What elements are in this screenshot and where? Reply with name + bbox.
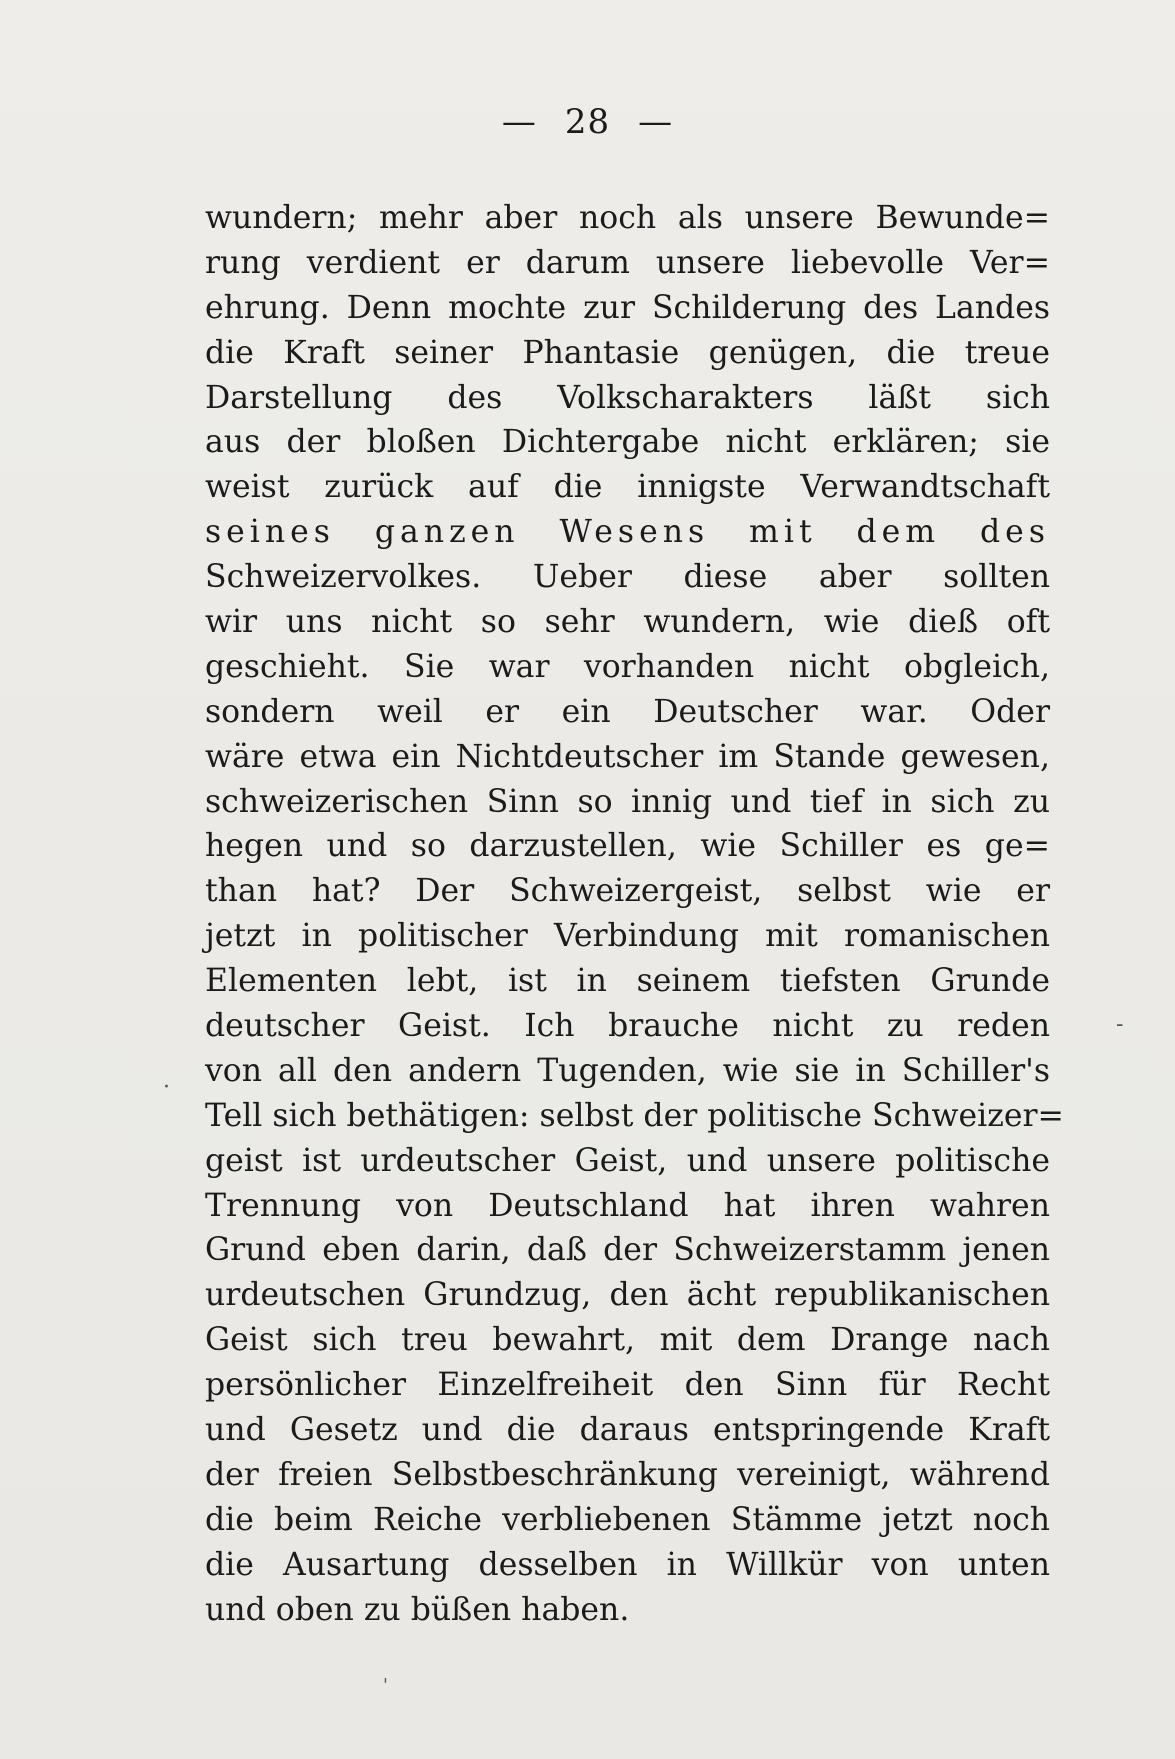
text-line-5: Darstellung des Volkscharakters läßt sich [205, 379, 1050, 416]
text-line-17: jetzt in politischer Verbindung mit romanischen [205, 918, 1050, 955]
text-line-7: weist zurück auf die innigste Verwandtschaft [205, 469, 1050, 506]
text-line-31: die Ausartung desselben in Willkür von unten [205, 1546, 1050, 1583]
text-line-23: Trennung von Deutschland hat ihren wahren [205, 1187, 1050, 1224]
text-line-20: von all den andern Tugenden, wie sie in Schiller's [205, 1052, 1050, 1089]
text-line-25: urdeutschen Grundzug, den ächt republikanischen [205, 1277, 1050, 1314]
text-line-24: Grund eben darin, daß der Schweizerstamm jenen [205, 1232, 1050, 1269]
margin-mark-right: - [1116, 1012, 1124, 1037]
text-line-1: wundern; mehr aber noch als unsere Bewunde= [205, 200, 1050, 236]
text-line-3: ehrung. Denn mochte zur Schilderung des Landes [205, 289, 1050, 326]
text-line-30: die beim Reiche verbliebenen Stämme jetzt noch [205, 1501, 1050, 1538]
page-number-header [0, 102, 1175, 142]
text-line-12: sondern weil er ein Deutscher war. Oder [205, 693, 1050, 730]
body-text [205, 196, 1064, 1633]
text-line-13: wäre etwa ein Nichtdeutscher im Stande gewesen, [205, 738, 1050, 775]
text-line-6: aus der bloßen Dichtergabe nicht erklären; sie [205, 424, 1050, 461]
page-number-dash-right: — [638, 102, 674, 142]
text-line-9: Schweizervolkes. Ueber diese aber sollten [205, 559, 1050, 596]
text-line-15: hegen und so darzustellen, wie Schiller es ge= [205, 828, 1050, 865]
page-number: 28 [564, 102, 611, 142]
text-line-26: Geist sich treu bewahrt, mit dem Drange nach [205, 1322, 1050, 1359]
text-line-10: wir uns nicht so sehr wundern, wie dieß oft [205, 604, 1050, 641]
text-line-29: der freien Selbstbeschränkung vereinigt, während [205, 1456, 1050, 1493]
text-line-16: than hat? Der Schweizergeist, selbst wie er [205, 873, 1050, 910]
margin-mark-bottom: ' [383, 1675, 388, 1696]
text-line-32: und oben zu büßen haben. [205, 1591, 630, 1628]
text-line-11: geschieht. Sie war vorhanden nicht obgleich, [205, 648, 1050, 685]
text-line-19: deutscher Geist. Ich brauche nicht zu reden [205, 1008, 1050, 1045]
margin-mark-left: · [163, 1075, 170, 1100]
text-line-18: Elementen lebt, ist in seinem tiefsten Grunde [205, 963, 1050, 1000]
text-line-8: seines ganzen Wesens mit dem des [205, 514, 1050, 551]
text-line-14: schweizerischen Sinn so innig und tief in sich zu [205, 783, 1050, 820]
text-line-28: und Gesetz und die daraus entspringende Kraft [205, 1412, 1050, 1449]
text-line-4: die Kraft seiner Phantasie genügen, die treue [205, 334, 1050, 371]
text-line-2: rung verdient er darum unsere liebevolle Ver= [205, 244, 1050, 281]
text-line-27: persönlicher Einzelfreiheit den Sinn für Recht [205, 1367, 1050, 1404]
page-number-dash-left: — [501, 102, 537, 142]
text-line-22: geist ist urdeutscher Geist, und unsere politische [205, 1142, 1050, 1179]
text-line-21: Tell sich bethätigen: selbst der politische Schweizer= [205, 1097, 1064, 1134]
